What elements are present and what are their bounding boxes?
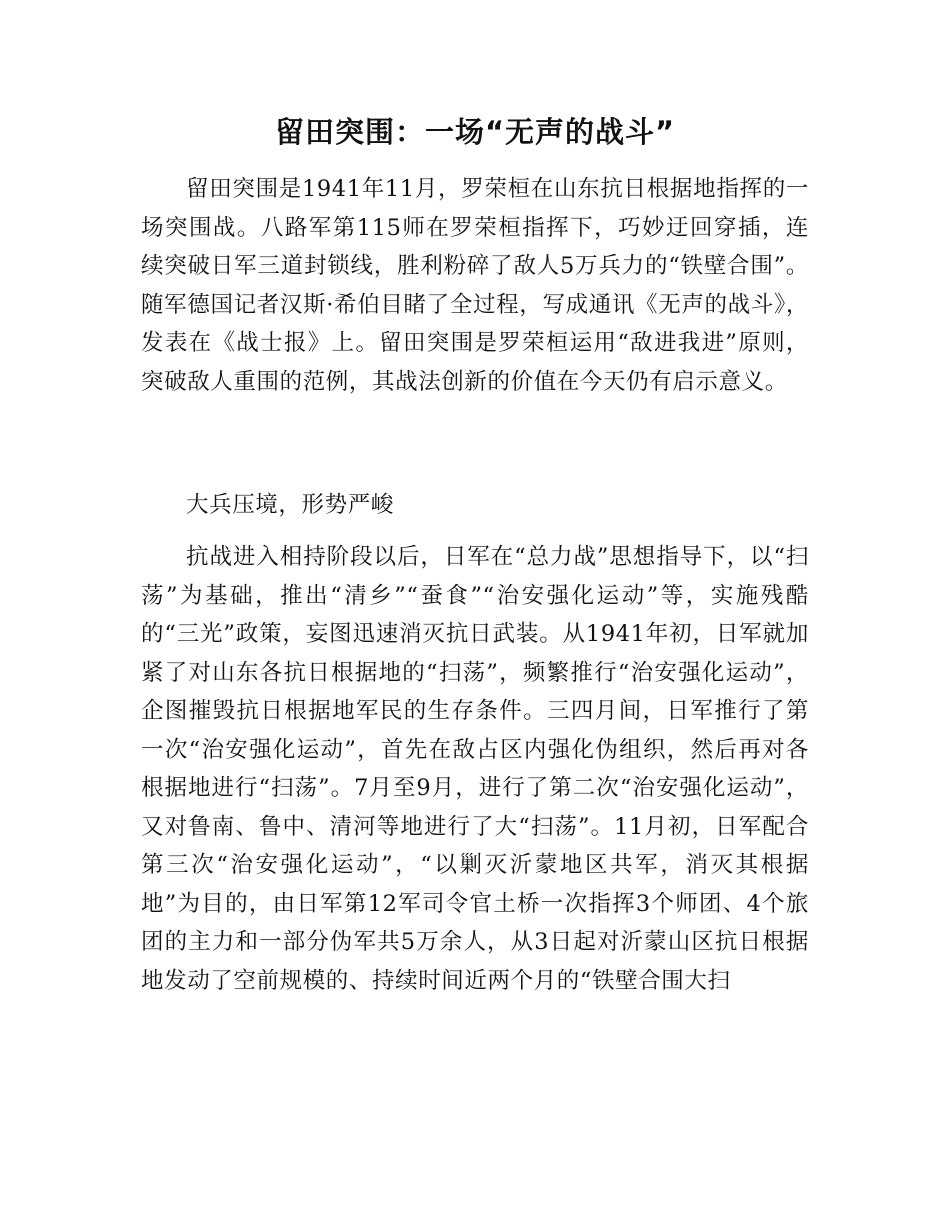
section-heading: 大兵压境，形势严峻	[186, 492, 394, 518]
intro-paragraph: 留田突围是1941年11月，罗荣桓在山东抗日根据地指挥的一场突围战。八路军第115师在罗荣桓指挥下，巧妙迂回穿插，连续突破日军三道封锁线，胜利粉碎了敌人5万兵力的“铁壁合围”。随军德国记者汉斯·希伯目睹了全过程，写成通讯《无声的战斗》，发表在《战士报》上。留田突围是罗荣桓运用“敌进我进”原则，突破敌人重围的范例，其战法创新的价值在今天仍有启示意义。	[141, 176, 809, 395]
section-paragraph: 抗战进入相持阶段以后，日军在“总力战”思想指导下，以“扫荡”为基础，推出“清乡”“蚕食”“治安强化运动”等，实施残酷的“三光”政策，妄图迅速消灭抗日武装。从1941年初，日军就加紧了对山东各抗日根据地的“扫荡”，频繁推行“治安强化运动”，企图摧毁抗日根据地军民的生存条件。三四月间，日军推行了第一次“治安强化运动”，首先在敌占区内强化伪组织，然后再对各根据地进行“扫荡”。7月至9月，进行了第二次“治安强化运动”，又对鲁南、鲁中、清河等地进行了大“扫荡”。11月初，日军配合第三次“治安强化运动”，“以剿灭沂蒙地区共军，消灭其根据地”为目的，由日军第12军司令官土桥一次指挥3个师团、4个旅团的主力和一部分伪军共5万余人，从3日起对沂蒙山区抗日根据地发动了空前规模的、持续时间近两个月的“铁壁合围大扫	[141, 544, 809, 994]
document-title: 留田突围：一场“无声的战斗”	[274, 115, 676, 149]
